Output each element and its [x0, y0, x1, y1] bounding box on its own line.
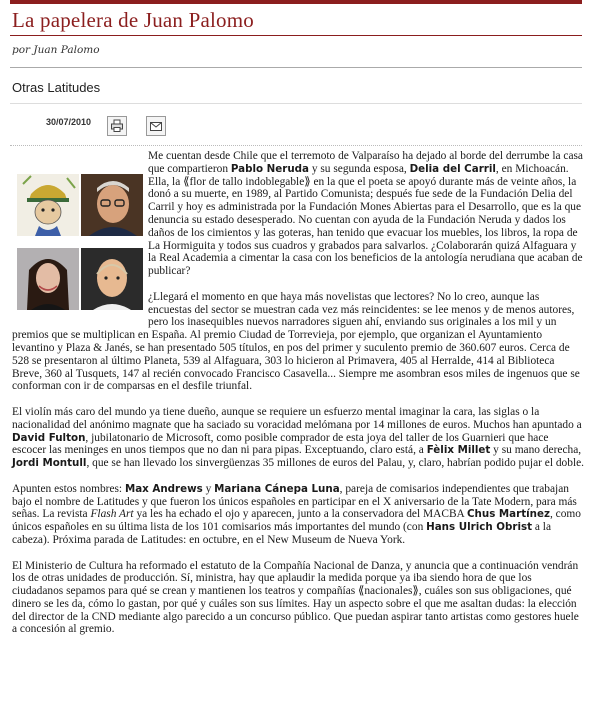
- byline: por Juan Palomo: [12, 44, 100, 56]
- paragraph-text: ¿Llegará el momento en que haya más novelistas que lectores? No lo creo, aunque las encuestas del sector se muestran cada vez más reincidentes: se lee menos y de menos autores, pero los inasequibles nuevos narradores siguen ahí, enviando sus originales a los mil y un premios que se multiplican en España. Al premio Ciudad de Torrevieja, por ejemplo, que organizan el Ayuntamiento levantino y Plaza & Janés, se han presentado 505 títulos, en pos del primer y suculento premio de 360.607 euros. Cerca de 528 se presentaron al último Planeta, 539 al Alfaguara, 303 lo hicieron al Primavera, 405 al Herralde, 414 al Biblioteca Breve, 360 al Tusquets, 147 al recién convocado Francisco Casavella... Siempre me asombran esos miles de ingenuos que se conforman con ir de comparsas en el desfile triunfal.: [12, 290, 580, 393]
- post-date: 30/07/2010: [46, 117, 92, 127]
- person-name: Hans Ulrich Obrist: [426, 521, 533, 534]
- dotted-divider: [10, 145, 582, 146]
- paragraph-text: , jubilatonario de Microsoft, como posible comprador de esta joya del taller de los Guarnieri que hace escocer las meninges en unos tiempos que no dan ni para pipas. Exceptuando, claro está, a: [12, 431, 549, 457]
- person-name: David Fulton: [12, 431, 86, 444]
- article-body: [12, 150, 584, 649]
- person-name: Chus Martínez: [467, 508, 550, 521]
- article-paragraph: [12, 560, 584, 637]
- email-icon: [149, 119, 163, 133]
- paragraph-text: y su mano derecha,: [490, 444, 582, 457]
- paragraph-text: El violín más caro del mundo ya tiene dueño, aunque se requiere un esfuerzo mental imaginar la cara, las siglas o la nacionalidad del anónimo magnate que ha saciado su voracidad melómana por 14 millones de euros. Muchos han apuntado a: [12, 405, 582, 431]
- paragraph-text: Me cuentan desde Chile que el terremoto de Valparaíso ha dejado al borde del derrumbe la casa que compartieron: [148, 150, 583, 175]
- article-paragraph: [12, 406, 584, 470]
- email-button[interactable]: [146, 116, 166, 136]
- article-paragraph: [12, 483, 584, 547]
- paragraph-text: ya les ha echado el ojo y aparecen, junto a la conservadora del MACBA: [133, 508, 467, 521]
- paragraph-text: El Ministerio de Cultura ha reformado el estatuto de la Compañía Nacional de Danza, y anuncia que a continuación vendrán los de otras unidades de producción. Sí, ministra, hay que aplaudir la medida porque ya iba siendo hora de que los ciudadanos sepamos para qué se crean y mantienen los teatros y compañías ⟪nacionales⟫, cuáles son sus obligaciones, qué dinero se les da, cómo lo gastan, por qué y cuáles son sus límites. Hay un aspecto sobre el que me asaltan dudas: la elección del director de la CND mediante algo parecido a un concurso público. Que puedan aspirar tanto artistas como gestores huele a concesión al gremio.: [12, 559, 579, 636]
- person-name: Delia del Carril: [409, 162, 496, 175]
- paragraph-text: Apunten estos nombres:: [12, 482, 125, 495]
- section-rule: [10, 67, 582, 68]
- paragraph-text: y su segunda esposa,: [308, 162, 410, 175]
- paragraph-text: , como únicos españoles en su última lista de los 101 comisarios más importantes del mundo (con: [12, 508, 581, 534]
- publication-name: Flash Art: [90, 508, 134, 521]
- paragraph-text: y: [202, 482, 215, 495]
- print-button[interactable]: [107, 116, 127, 136]
- photo-gallery-spacer: [12, 150, 148, 326]
- paragraph-text: , que se han llevado los sinvergüenzas 35 millones de euros del Palau, y, claro, habrían podido pujar el doble.: [86, 457, 585, 470]
- top-bar: [10, 0, 582, 4]
- paragraph-text: a la cabeza). Próxima parada de Latitudes: en octubre, en el New Museum de Nueva York.: [12, 521, 552, 546]
- person-name: Pablo Neruda: [230, 162, 309, 175]
- paragraph-text: , en Michoacán. Ella, la ⟪flor de tallo indoblegable⟫ en la que el poeta se apoyó durante más de veinte años, la donó a su muerte, en 1989, al Partido Comunista; después fue sede de la Fundación Delia del Carril y hoy es administrada por la Fundación Mones Abiertas para el Desarrollo, que es la que denuncia su estado desesperado. No cuentan con ayuda de la Fundación Neruda y dados los daños de los cimientos y las goteras, han tenido que evacuar los muebles, los libros, la ropa de La Hormiguita y todos sus cuadros y grabados para salvarlos. ¿Colaborarán quizá Alfaguara y la Real Academia a cimentar la casa con los beneficios de la antología nerudiana que acaban de publicar?: [148, 162, 583, 278]
- person-name: Jordi Montull: [12, 457, 87, 470]
- title-rule: [10, 35, 582, 36]
- person-name: Mariana Cánepa Luna: [214, 482, 340, 495]
- paragraph-text: , pareja de comisarios independientes que trabajan bajo el nombre de Latitudes y que fueron los únicos españoles en participar en el X aniversario de la Tate Modern, para más señas. La revista: [12, 482, 577, 521]
- section-rule-light: [10, 103, 582, 104]
- section-title: Otras Latitudes: [12, 80, 101, 95]
- person-name: Max Andrews: [124, 482, 203, 495]
- print-icon: [110, 119, 124, 133]
- person-name: Fèlix Millet: [426, 444, 491, 457]
- blog-title[interactable]: La papelera de Juan Palomo: [12, 8, 254, 32]
